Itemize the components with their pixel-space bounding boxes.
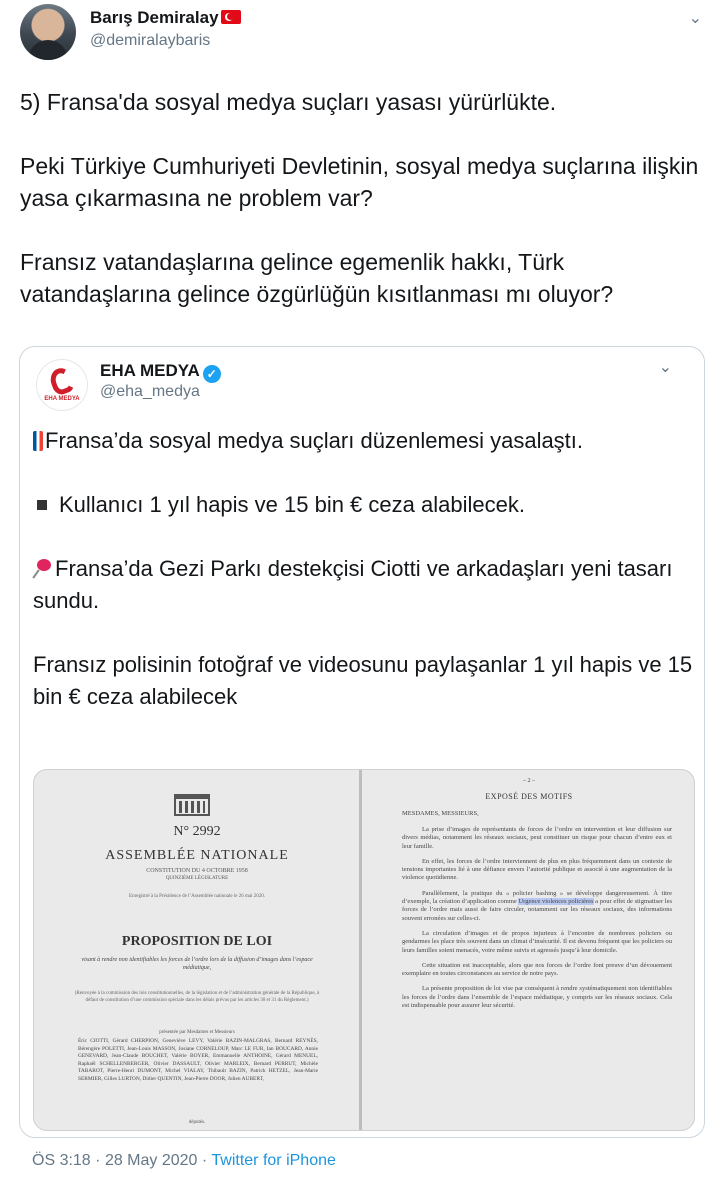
document-deputes: députés. — [188, 1120, 206, 1125]
document-assembly: ASSEMBLÉE NATIONALE — [105, 848, 289, 863]
document-cover-page — [34, 770, 360, 1130]
chevron-down-icon[interactable]: ⌄ — [658, 359, 672, 376]
document-subtitle: visant à rendre non identifiables les forces de l’ordre lors de la diffusion d’images dans l’espace médiatique, — [81, 957, 313, 971]
motifs-paragraph: La prise d’images de représentants de forces de l’ordre en intervention et leur diffusion sur divers médias, notamment les réseaux sociaux, peut constituer un risque pour chacun d’entre eux et leur famille. — [402, 826, 672, 850]
motifs-paragraph: Cette situation est inacceptable, alors que nos forces de l’ordre font preuve d’un dévouement exemplaire en toutes circonstances au service de notre pays. — [402, 961, 672, 978]
author-name-text[interactable]: Barış Demiralay — [90, 8, 219, 27]
france-flag-icon — [33, 431, 43, 451]
quoted-tweet[interactable] — [19, 346, 705, 1138]
quoted-paragraph-text: Kullanıcı 1 yıl hapis ve 15 bin € ceza alabilecek. — [59, 492, 525, 517]
author-avatar[interactable] — [20, 4, 76, 60]
document-legislature: QUINZIÈME LÉGISLATURE — [165, 876, 229, 881]
quoted-paragraph — [33, 425, 693, 457]
tweet-date[interactable]: 28 May 2020 — [104, 1152, 198, 1169]
document-registered: Enregistré à la Présidence de l’Assemblée nationale le 26 mai 2020. — [129, 894, 265, 899]
tweet-paragraph: Fransız vatandaşlarına gelince egemenlik hakkı, Türk vatandaşlarına gelince özgürlüğün kısıtlanması mı oluyor? — [20, 249, 614, 307]
separator: · — [201, 1152, 208, 1169]
motifs-paragraph: Parallèlement, la pratique du « policier bashing » se développe dangereusement. À titre d’exemple, la création d’application comme Urgence violences policières a pour effet de stigmatiser les forces de l’ordre mais aussi de faire circuler, notamment sur les réseaux sociaux, des informations souvent erronées sur celles-ci. — [402, 889, 672, 922]
pushpin-icon — [33, 559, 53, 579]
quoted-author-name-text[interactable]: EHA MEDYA — [100, 361, 200, 380]
motifs-paragraph: La circulation d’images et de propos injurieux à l’encontre de nombreux policiers ou gendarmes les place très souvent dans un climat d’insécurité. Il est devenu fréquent que les policiers ou leurs familles soient menacés, voire même suivis et agressés jusqu’à leur domicile. — [402, 929, 672, 954]
quoted-paragraph — [33, 553, 693, 617]
tweet-timestamp[interactable] — [32, 1152, 336, 1170]
tweet-text — [20, 86, 710, 342]
highlighted-text: Urgence violences policières — [518, 898, 594, 906]
document-constitution: CONSTITUTION DU 4 OCTOBRE 1958 — [146, 868, 248, 874]
assemblee-nationale-logo — [174, 794, 210, 816]
quoted-author-name[interactable] — [100, 361, 221, 383]
quoted-tweet-text — [33, 425, 693, 745]
document-title: PROPOSITION DE LOI — [121, 934, 273, 949]
black-square-icon — [37, 500, 47, 510]
separator: · — [95, 1152, 101, 1169]
turkey-flag-icon — [221, 10, 241, 24]
eha-medya-avatar[interactable] — [36, 359, 88, 411]
document-motifs-page — [362, 770, 695, 1130]
eha-logo-mark — [47, 365, 77, 397]
author-handle[interactable]: @demiralaybaris — [90, 32, 211, 49]
quoted-paragraph-text: Fransa’da sosyal medya suçları düzenlemesi yasalaştı. — [45, 428, 584, 453]
motifs-body — [402, 826, 672, 1017]
quoted-paragraph: Fransız polisinin fotoğraf ve videosunu paylaşanlar 1 yıl hapis ve 15 bin € ceza alabilecek — [33, 652, 693, 709]
quoted-paragraph-text: Fransa’da Gezi Parkı destekçisi Ciotti ve arkadaşları yeni tasarı sundu. — [33, 556, 673, 613]
motifs-paragraph: En effet, les forces de l’ordre interviennent de plus en plus fréquemment dans un contexte de tensions importantes lié à une défiance envers l’autorité publique et associé à une augmentation de la violence quotidienne. — [402, 857, 672, 882]
chevron-down-icon[interactable]: ⌄ — [688, 10, 702, 27]
author-name[interactable] — [90, 8, 241, 28]
page-number: – 2 – — [523, 778, 535, 784]
document-names: Éric CIOTTI, Gérard CHERPION, Geneviève LEVY, Valérie BAZIN-MALGRAS, Bernard REYNÈS, Bérengère POLETTI, Jean-Louis MASSON, Josiane CORNELOUP, Marc LE FUR, Ian BOUCARD, Annie GENEVARD, Jean-Claude BOUCHET, Valérie BOYER, Emmanuelle ANTHOINE, Gérard MENUEL, Raphaël SCHELLENBERGER, Olivier DASSAULT, Olivier MARLEIX, Bernard PERRUT, Michèle TABAROT, Pierre-Henri DUMONT, Michel VIALAY, Thibault BAZIN, Patrick HETZEL, Jean-Marie SERMIER, Gilles LURTON, Didier QUENTIN, Jean-Pierre DOOR, Julien AUBERT, — [78, 1038, 318, 1082]
eha-logo-text: EHA MEDYA — [44, 396, 80, 402]
tweet-paragraph: 5) Fransa'da sosyal medya suçları yasası yürürlükte. — [20, 89, 557, 115]
tweet-source-link[interactable]: Twitter for iPhone — [211, 1152, 336, 1169]
quoted-author-handle[interactable]: @eha_medya — [100, 383, 200, 400]
tweet-paragraph: Peki Türkiye Cumhuriyeti Devletinin, sosyal medya suçlarına ilişkin yasa çıkarmasına ne problem var? — [20, 153, 699, 211]
salutation: MESDAMES, MESSIEURS, — [402, 810, 479, 817]
motifs-paragraph: La présente proposition de loi vise par conséquent à rendre systématiquement non identifiables les forces de l’ordre dans l’ensemble de l’espace médiatique, y compris sur les réseaux sociaux. Cela est indispensable pour assurer leur sécurité. — [402, 985, 672, 1010]
tweet-time[interactable]: ÖS 3:18 — [32, 1152, 91, 1169]
motifs-title: EXPOSÉ DES MOTIFS — [485, 792, 573, 801]
document-presented-by: présentée par Mesdames et Messieurs — [159, 1030, 235, 1035]
verified-badge-icon: ✓ — [203, 365, 221, 383]
document-number: N° 2992 — [173, 824, 221, 839]
document-image[interactable] — [33, 769, 695, 1131]
quoted-paragraph — [33, 489, 693, 521]
document-referral: (Renvoyée à la commission des lois constitutionnelles, de la législation et de l’administration générale de la République, à défaut de constitution d’une commission spéciale dans les délais prévus par les articles 30 et 31 du Règlement.) — [74, 991, 320, 1003]
